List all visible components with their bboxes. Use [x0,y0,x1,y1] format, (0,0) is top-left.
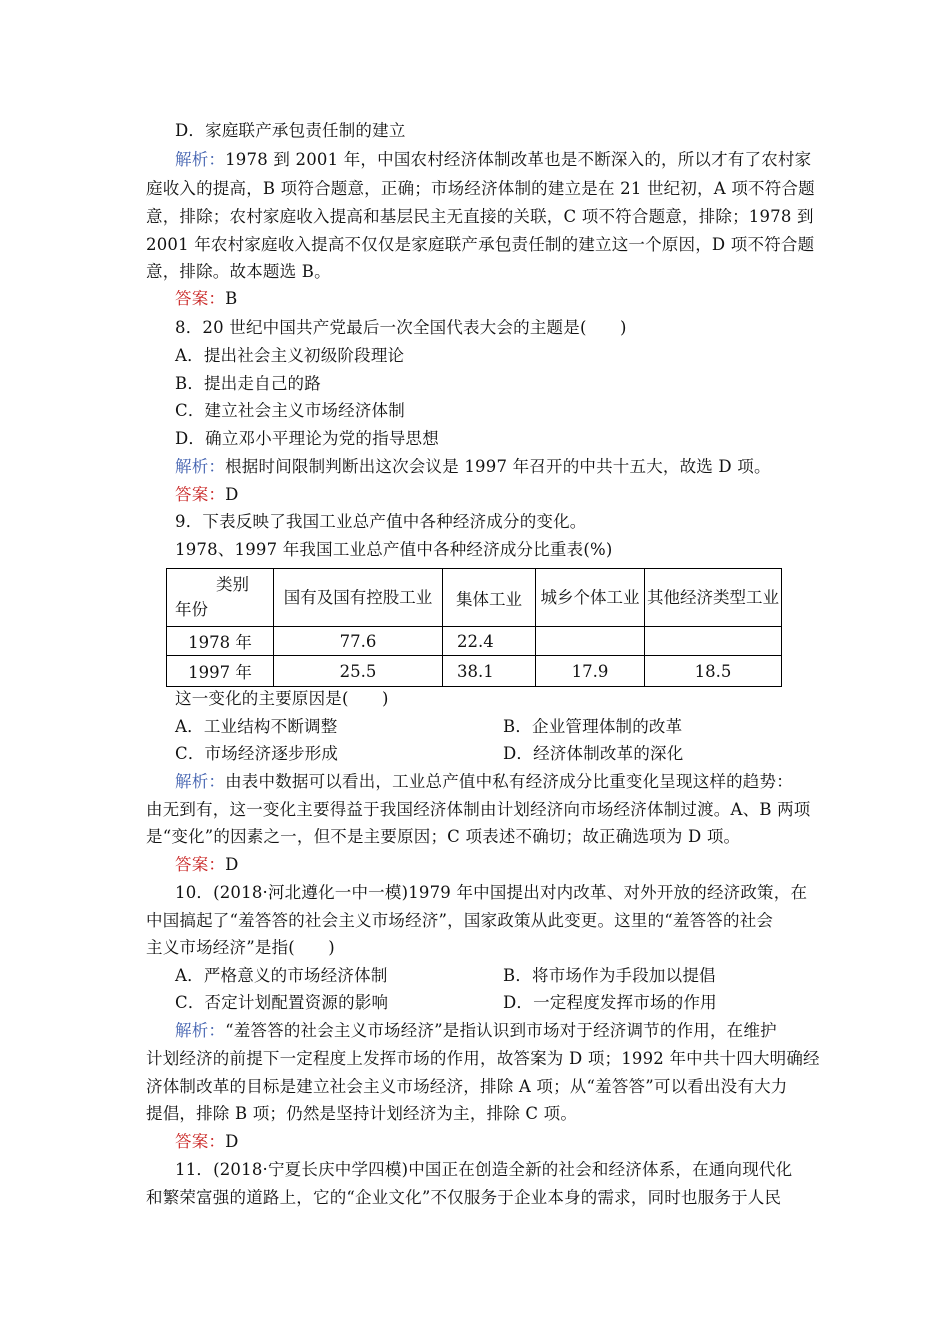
q10-option-d: D．一定程度发挥市场的作用 [503,993,717,1012]
table-cell [536,627,645,656]
q10-stem-line-1: 10．(2018·河北遵化一中一模)1979 年中国提出对内改革、对外开放的经济政策，在 [175,883,808,902]
q10-option-c: C．否定计划配置资源的影响 [175,993,389,1012]
q7-answer: 答案：B [175,289,238,308]
q10-analysis-line-2: 计划经济的前提下一定程度上发挥市场的作用，故答案为 D 项；1992 年中共十四大明确经 [146,1049,820,1068]
table-row [167,627,782,656]
table-header-row [167,569,782,627]
q10-stem-line-3: 主义市场经济”是指( ) [146,938,335,957]
answer-label: 答案： [175,485,226,504]
q7-analysis-line-4: 2001 年农村家庭收入提高不仅仅是家庭联产承包责任制的建立这一个原因，D 项不符合题 [146,235,815,254]
q10-analysis-line-3: 济体制改革的目标是建立社会主义市场经济，排除 A 项；从“羞答答”可以看出没有大力 [146,1077,788,1096]
q10-option-b: B．将市场作为手段加以提倡 [503,966,716,985]
table-cell: 17.9 [536,656,645,687]
q9-stem: 9．下表反映了我国工业总产值中各种经济成分的变化。 [175,512,587,531]
analysis-label: 解析： [175,150,226,169]
q9-data-table [166,568,782,687]
q10-analysis-line-1: 解析：“羞答答的社会主义市场经济”是指认识到市场对于经济调节的作用，在维护 [175,1021,777,1040]
table-row [167,656,782,687]
table-header-cell: 城乡个体工业 [536,569,645,627]
q8-stem: 8．20 世纪中国共产党最后一次全国代表大会的主题是( ) [175,318,627,337]
q9-option-c: C．市场经济逐步形成 [175,744,339,763]
q9-answer: 答案：D [175,855,239,874]
q8-analysis: 解析：根据时间限制判断出这次会议是 1997 年召开的中共十五大，故选 D 项。 [175,457,771,476]
q7-analysis-line-2: 庭收入的提高，B 项符合题意，正确；市场经济体制的建立是在 21 世纪初，A 项不符合题 [146,179,815,198]
table-header-cell: 集体工业 [443,569,536,627]
q9-table-title: 1978、1997 年我国工业总产值中各种经济成分比重表(%) [175,540,613,559]
q10-options-row-2 [175,993,839,1013]
q11-stem-line-1: 11．(2018·宁夏长庆中学四模)中国正在创造全新的社会和经济体系，在通向现代化 [175,1160,793,1179]
table-year-cell: 1978 年 [167,627,274,656]
q10-analysis-line-4: 提倡，排除 B 项；仍然是坚持计划经济为主，排除 C 项。 [146,1104,578,1123]
q10-options-row-1 [175,966,839,986]
table-cell: 18.5 [645,656,782,687]
analysis-label: 解析： [175,457,226,476]
q11-stem-line-2: 和繁荣富强的道路上，它的“企业文化”不仅服务于企业本身的需求，同时也服务于人民 [146,1188,782,1207]
table-header-cell: 其他经济类型工业 [645,569,782,627]
q9-question: 这一变化的主要原因是( ) [175,689,389,708]
table-cell: 38.1 [443,656,536,687]
q9-analysis-line-3: 是“变化”的因素之一，但不是主要原因；C 项表述不确切；故正确选项为 D 项。 [146,827,741,846]
q9-option-b: B．企业管理体制的改革 [503,717,683,736]
table-corner-cell: 类别 年份 [167,569,274,627]
q9-analysis-line-2: 由无到有，这一变化主要得益于我国经济体制由计划经济向市场经济体制过渡。A、B 两项 [146,800,811,819]
answer-label: 答案： [175,289,226,308]
answer-label: 答案： [175,855,226,874]
q9-analysis-line-1: 解析：由表中数据可以看出，工业总产值中私有经济成分比重变化呈现这样的趋势： [175,772,793,791]
q10-option-a: A．严格意义的市场经济体制 [175,966,388,985]
table-cell [645,627,782,656]
table-cell: 22.4 [443,627,536,656]
q9-option-a: A．工业结构不断调整 [175,717,338,736]
table-header-cell: 国有及国有控股工业 [274,569,443,627]
q8-option-b: B．提出走自己的路 [175,374,321,393]
analysis-label: 解析： [175,1021,226,1040]
table-cell: 77.6 [274,627,443,656]
q7-option-d: D．家庭联产承包责任制的建立 [175,121,406,140]
q10-stem-line-2: 中国搞起了“羞答答的社会主义市场经济”，国家政策从此变更。这里的“羞答答的社会 [146,911,774,930]
q9-options-row-1 [175,717,839,737]
table-cell: 25.5 [274,656,443,687]
q9-option-d: D．经济体制改革的深化 [503,744,684,763]
q7-analysis-line-3: 意，排除；农村家庭收入提高和基层民主无直接的关联，C 项不符合题意，排除；1978 到 [146,207,814,226]
table-year-cell: 1997 年 [167,656,274,687]
q8-option-a: A．提出社会主义初级阶段理论 [175,346,405,365]
q8-option-c: C．建立社会主义市场经济体制 [175,401,405,420]
q8-option-d: D．确立邓小平理论为党的指导思想 [175,429,439,448]
q9-options-row-2 [175,744,839,764]
q7-analysis-line-5: 意，排除。故本题选 B。 [146,262,331,281]
q10-answer: 答案：D [175,1132,239,1151]
q8-answer: 答案：D [175,485,239,504]
q7-analysis-line-1: 解析：1978 到 2001 年，中国农村经济体制改革也是不断深入的，所以才有了农村家 [175,150,812,169]
analysis-label: 解析： [175,772,226,791]
answer-label: 答案： [175,1132,226,1151]
